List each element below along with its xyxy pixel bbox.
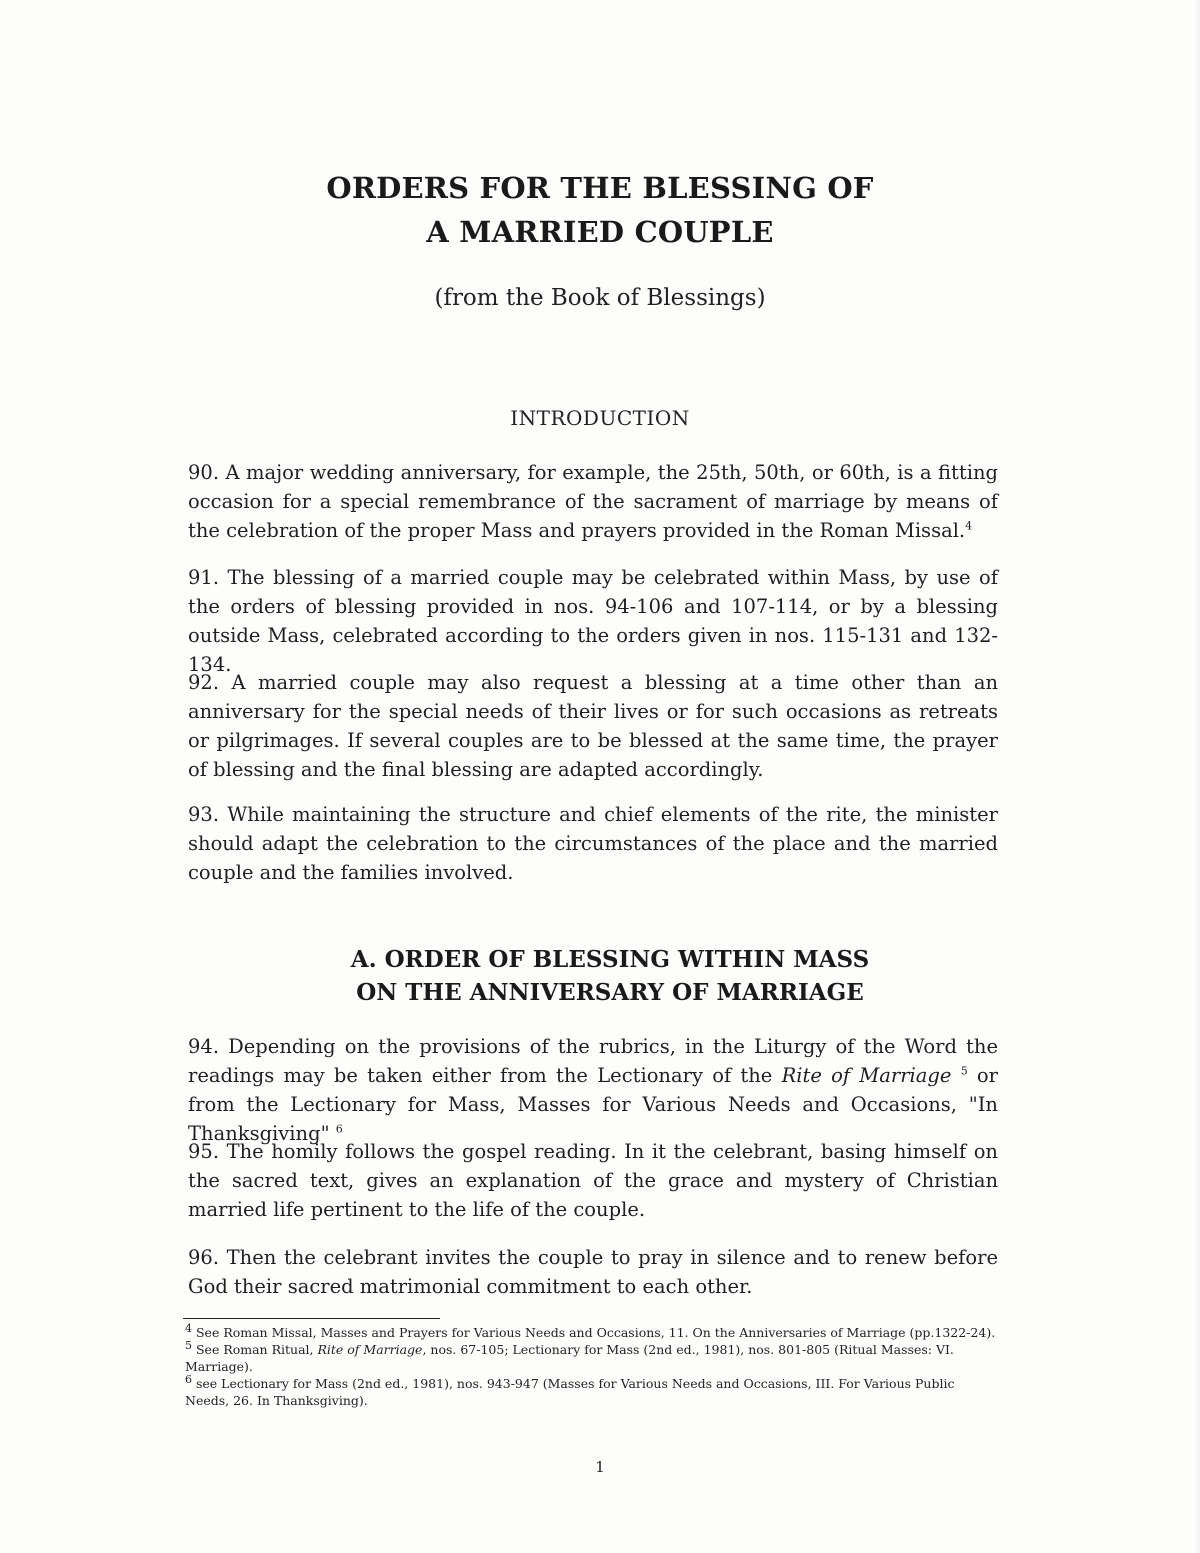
- paragraph-92: 92. A married couple may also request a blessing at a time other than an anniversary for the special needs of their lives or for such occasions as retreats or pilgrimages. If several couples are to be blessed at the same time, the prayer of blessing and the final blessing are adapted accordingly.: [188, 671, 998, 781]
- footnote-5-italic: Rite of Marriage: [317, 1342, 423, 1357]
- paragraph-96: 96. Then the celebrant invites the couple to pray in silence and to renew before God their sacred matrimonial commitment to each other.: [188, 1246, 998, 1298]
- footnote-5-mark: 5: [185, 1338, 192, 1352]
- scan-edge-shadow: [1194, 0, 1200, 1553]
- introduction-heading: INTRODUCTION: [510, 406, 690, 430]
- paragraph-94-text-b: or from the Lectionary for Mass, Masses for Various Needs and Occasions, "In Thanksgiving": [188, 1064, 998, 1145]
- paragraph-94: [188, 1032, 998, 1148]
- footnote-6-mark: 6: [185, 1372, 192, 1386]
- paragraph-94-text-a: 94. Depending on the provisions of the rubrics, in the Liturgy of the Word the readings may be taken either from the Lectionary of the: [188, 1035, 998, 1087]
- page-title: [0, 166, 1200, 254]
- footnotes: [185, 1321, 1000, 1409]
- footnote-4: [185, 1321, 1000, 1341]
- page-number: 1: [595, 1458, 605, 1476]
- footnote-4-text: See Roman Missal, Masses and Prayers for Various Needs and Occasions, 11. On the Anniversaries of Marriage (pp.1322-24).: [195, 1325, 996, 1340]
- footnote-ref-6: 6: [335, 1122, 343, 1136]
- footnote-6-text: see Lectionary for Mass (2nd ed., 1981), nos. 943-947 (Masses for Various Needs and Occasions, III. For Various Public Needs, 26. In Thanksgiving).: [185, 1376, 955, 1408]
- title-line-2: A MARRIED COUPLE: [426, 215, 774, 249]
- footnote-5-text-b: , nos. 67-105; Lectionary for Mass (2nd ed., 1981), nos. 801-805 (Ritual Masses: VI. Marriage).: [185, 1342, 954, 1374]
- footnote-5-text-a: See Roman Ritual,: [195, 1342, 318, 1357]
- section-title-line-1: A. ORDER OF BLESSING WITHIN MASS: [350, 946, 870, 973]
- subtitle: (from the Book of Blessings): [434, 285, 766, 311]
- section-a-heading: [0, 943, 1200, 1009]
- footnote-4-mark: 4: [185, 1321, 192, 1335]
- paragraph-93: 93. While maintaining the structure and chief elements of the rite, the minister should adapt the celebration to the circumstances of the place and the married couple and the families involved.: [188, 803, 998, 884]
- title-line-1: ORDERS FOR THE BLESSING OF: [326, 171, 874, 205]
- rite-of-marriage-title: Rite of Marriage: [781, 1064, 952, 1087]
- paragraph-91: 91. The blessing of a married couple may be celebrated within Mass, by use of the orders of blessing provided in nos. 94-106 and 107-114, or by a blessing outside Mass, celebrated according to the orders given in nos. 115-131 and 132-134.: [188, 566, 998, 676]
- footnote-divider: [183, 1318, 440, 1319]
- footnote-ref-5: 5: [960, 1064, 968, 1078]
- section-title-line-2: ON THE ANNIVERSARY OF MARRIAGE: [356, 979, 864, 1006]
- footnote-6: [185, 1372, 1000, 1409]
- paragraph-90: [188, 458, 998, 545]
- paragraph-90-text: 90. A major wedding anniversary, for example, the 25th, 50th, or 60th, is a fitting occasion for a special remembrance of the sacrament of marriage by means of the celebration of the proper Mass and prayers provided in the Roman Missal.: [188, 461, 998, 542]
- paragraph-95: 95. The homily follows the gospel reading. In it the celebrant, basing himself on the sacred text, gives an explanation of the grace and mystery of Christian married life pertinent to the life of the couple.: [188, 1140, 998, 1221]
- footnote-ref-4: 4: [965, 519, 973, 533]
- footnote-5: [185, 1338, 1000, 1375]
